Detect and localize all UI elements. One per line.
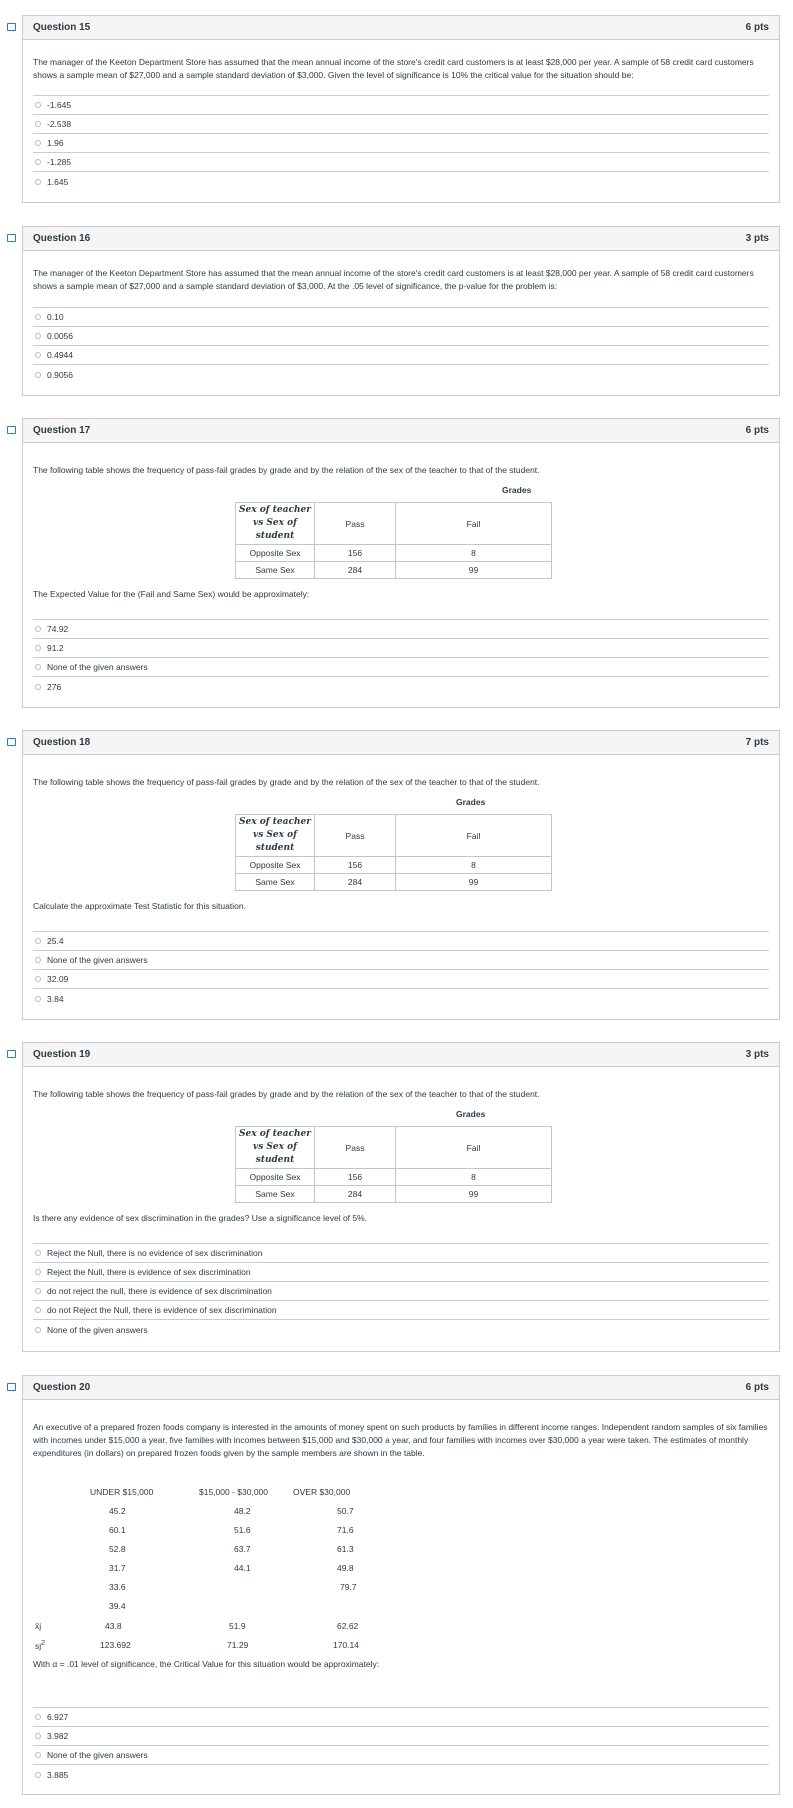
answer-option[interactable]: 0.0056 [33,327,769,346]
answer-option[interactable]: Reject the Null, there is no evidence of sex discrimination [33,1244,769,1263]
table-cell: 51.9 [229,1621,246,1631]
question-title: Question 19 [33,1049,91,1060]
mean-label: x̄j [35,1621,42,1631]
radio-button[interactable] [35,626,41,632]
table-cell: 49.8 [337,1563,354,1573]
radio-button[interactable] [35,645,41,651]
table-cell: 31.7 [109,1563,126,1573]
flag-icon[interactable] [7,426,16,434]
question-title: Question 18 [33,737,91,748]
table-cell: Same Sex [236,874,315,891]
table-cell: 156 [315,1169,396,1186]
table-cell: Opposite Sex [236,857,315,874]
table-cell: 51.6 [234,1525,251,1535]
question-text: An executive of a prepared frozen foods company is interested in the amounts of money spent on such products by families in different income ranges. Independent random samples of six families with incomes under $15,000 a year, five families with incomes between $15,000 and $30,000 a year, and four families with incomes over $30,000 a year were taken. The estimates of monthly expenditures (in dollars) on prepared frozen foods given by the sample members are shown in the table. [33,1422,768,1458]
answer-option[interactable]: None of the given answers [33,1746,769,1765]
table-cell: 8 [396,1169,552,1186]
radio-button[interactable] [35,1733,41,1739]
table-header-cell: Fail [396,815,552,857]
flag-icon[interactable] [7,234,16,242]
question-17 [22,418,780,708]
question-text: The manager of the Keeton Department Store has assumed that the mean annual income of the store's credit card customers is at least $28,000 per year. A sample of 58 credit card customers shows a sample mean of $27,000 and a sample standard deviation of $3,000. At the .05 level of significance, the p-value for the problem is: [33,268,754,291]
question-points: 3 pts [745,1049,769,1060]
question-points: 7 pts [745,737,769,748]
table-cell: 61.3 [337,1544,354,1554]
table-header-cell: Fail [396,503,552,545]
answer-option[interactable]: 0.9056 [33,365,769,384]
grade-table [235,814,552,891]
table-cell: 71.6 [337,1525,354,1535]
table-cell: 99 [396,562,552,579]
table-cell: 39.4 [109,1601,126,1611]
answer-option[interactable]: 91.2 [33,639,769,658]
answer-option[interactable]: -1.285 [33,153,769,172]
grade-table [235,1126,552,1203]
table-cell: 33.6 [109,1582,126,1592]
table-cell: 99 [396,874,552,891]
question-points: 6 pts [745,425,769,436]
answer-option[interactable]: 3.885 [33,1765,769,1784]
answer-list [33,1707,769,1784]
table-cell: 79.7 [340,1582,357,1592]
question-header [23,1376,779,1400]
question-points: 6 pts [745,22,769,33]
table-cell: 48.2 [234,1506,251,1516]
table-header-cell: Sex of teacher vs Sex of student [236,503,315,545]
column-header: $15,000 - $30,000 [199,1487,269,1497]
table-cell: Opposite Sex [236,1169,315,1186]
table-cell: 43.8 [105,1621,122,1631]
question-20 [22,1375,780,1795]
answer-option[interactable]: 6.927 [33,1708,769,1727]
radio-button[interactable] [35,102,41,108]
radio-button[interactable] [35,352,41,358]
grade-table [235,502,552,579]
answer-option[interactable]: 3.84 [33,989,769,1008]
radio-button[interactable] [35,1752,41,1758]
radio-button[interactable] [35,1714,41,1720]
radio-button[interactable] [35,333,41,339]
column-header: OVER $30,000 [293,1487,351,1497]
table-cell: 45.2 [109,1506,126,1516]
radio-button[interactable] [35,1288,41,1294]
table-cell: Opposite Sex [236,545,315,562]
radio-button[interactable] [35,976,41,982]
radio-button[interactable] [35,957,41,963]
answer-option[interactable]: None of the given answers [33,1320,769,1339]
column-header: UNDER $15,000 [90,1487,154,1497]
answer-list [33,931,769,1008]
answer-option[interactable]: -1.645 [33,96,769,115]
answer-option[interactable]: 0.10 [33,308,769,327]
question-19 [22,1042,780,1352]
answer-list [33,1243,769,1339]
flag-icon[interactable] [7,1383,16,1391]
question-header [23,16,779,40]
question-text: The following table shows the frequency of pass-fail grades by grade and by the relation of the sex of the teacher to that of the student. [33,465,540,475]
radio-button[interactable] [35,1250,41,1256]
question-prompt: With α = .01 level of significance, the Critical Value for this situation would be approximately: [33,1659,380,1669]
table-cell: 8 [396,545,552,562]
question-title: Question 16 [33,233,91,244]
table-cell: 50.7 [337,1506,354,1516]
question-text: The following table shows the frequency of pass-fail grades by grade and by the relation of the sex of the teacher to that of the student. [33,1089,540,1099]
table-cell: 71.29 [227,1640,249,1650]
answer-option[interactable]: 3.982 [33,1727,769,1746]
radio-button[interactable] [35,314,41,320]
table-cell: 284 [315,562,396,579]
flag-icon[interactable] [7,1050,16,1058]
answer-option[interactable]: do not Reject the Null, there is evidence of sex discrimination [33,1301,769,1320]
table-header-cell: Sex of teacher vs Sex of student [236,1127,315,1169]
question-header [23,731,779,755]
radio-button[interactable] [35,664,41,670]
table-cell: 52.8 [109,1544,126,1554]
radio-button[interactable] [35,121,41,127]
question-text: The manager of the Keeton Department Store has assumed that the mean annual income of the store's credit card customers is at least $28,000 per year. A sample of 58 credit card customers shows a sample mean of $27,000 and a sample standard deviation of $3,000. Given the level of significance is 10% the critical value for the situation should be: [33,57,754,80]
table-cell: 156 [315,545,396,562]
question-15 [22,15,780,203]
radio-button[interactable] [35,1772,41,1778]
radio-button[interactable] [35,1269,41,1275]
question-title: Question 17 [33,425,91,436]
grades-label: Grades [502,485,532,495]
answer-option[interactable]: 74.92 [33,620,769,639]
answer-option[interactable]: 32.09 [33,970,769,989]
answer-option[interactable]: do not reject the null, there is evidence of sex discrimination [33,1282,769,1301]
table-header-cell: Fail [396,1127,552,1169]
answer-option[interactable]: 25.4 [33,932,769,951]
table-cell: 44.1 [234,1563,251,1573]
table-cell: 8 [396,857,552,874]
question-header [23,1043,779,1067]
variance-label: $sj^2$ [35,1640,46,1651]
radio-button[interactable] [35,1307,41,1313]
answer-option[interactable]: 276 [33,677,769,696]
table-cell: 156 [315,857,396,874]
question-prompt: Is there any evidence of sex discrimination in the grades? Use a significance level of 5%. [33,1213,368,1223]
table-cell: 60.1 [109,1525,126,1535]
answer-option[interactable]: 1.645 [33,172,769,191]
table-cell: 99 [396,1186,552,1203]
radio-button[interactable] [35,159,41,165]
answer-option[interactable]: Reject the Null, there is evidence of sex discrimination [33,1263,769,1282]
question-prompt: Calculate the approximate Test Statistic for this situation. [33,901,246,911]
grades-label: Grades [456,797,486,807]
answer-list [33,619,769,696]
answer-list [33,307,769,384]
answer-list [33,95,769,191]
question-title: Question 20 [33,1382,91,1393]
flag-icon[interactable] [7,23,16,31]
question-prompt: The Expected Value for the (Fail and Same Sex) would be approximately: [33,589,310,599]
table-cell: Same Sex [236,562,315,579]
question-points: 3 pts [745,233,769,244]
radio-button[interactable] [35,140,41,146]
table-cell: Same Sex [236,1186,315,1203]
question-18 [22,730,780,1020]
table-cell: 284 [315,1186,396,1203]
table-header-cell: Pass [315,503,396,545]
radio-button[interactable] [35,996,41,1002]
flag-icon[interactable] [7,738,16,746]
radio-button[interactable] [35,938,41,944]
radio-button[interactable] [35,179,41,185]
question-title: Question 15 [33,22,91,33]
question-header [23,227,779,251]
question-header [23,419,779,443]
table-header-cell: Pass [315,815,396,857]
answer-option[interactable]: -2.538 [33,115,769,134]
table-header-cell: Pass [315,1127,396,1169]
question-text: The following table shows the frequency of pass-fail grades by grade and by the relation of the sex of the teacher to that of the student. [33,777,540,787]
grades-label: Grades [456,1109,486,1119]
question-16 [22,226,780,396]
table-header-cell: Sex of teacher vs Sex of student [236,815,315,857]
radio-button[interactable] [35,684,41,690]
table-cell: 284 [315,874,396,891]
answer-option[interactable]: None of the given answers [33,658,769,677]
radio-button[interactable] [35,372,41,378]
answer-option[interactable]: 0.4944 [33,346,769,365]
question-points: 6 pts [745,1382,769,1393]
radio-button[interactable] [35,1327,41,1333]
answer-option[interactable]: 1.96 [33,134,769,153]
answer-option[interactable]: None of the given answers [33,951,769,970]
table-cell: 170.14 [333,1640,359,1650]
table-cell: 62.62 [337,1621,359,1631]
table-cell: 63.7 [234,1544,251,1554]
table-cell: 123.692 [100,1640,131,1650]
